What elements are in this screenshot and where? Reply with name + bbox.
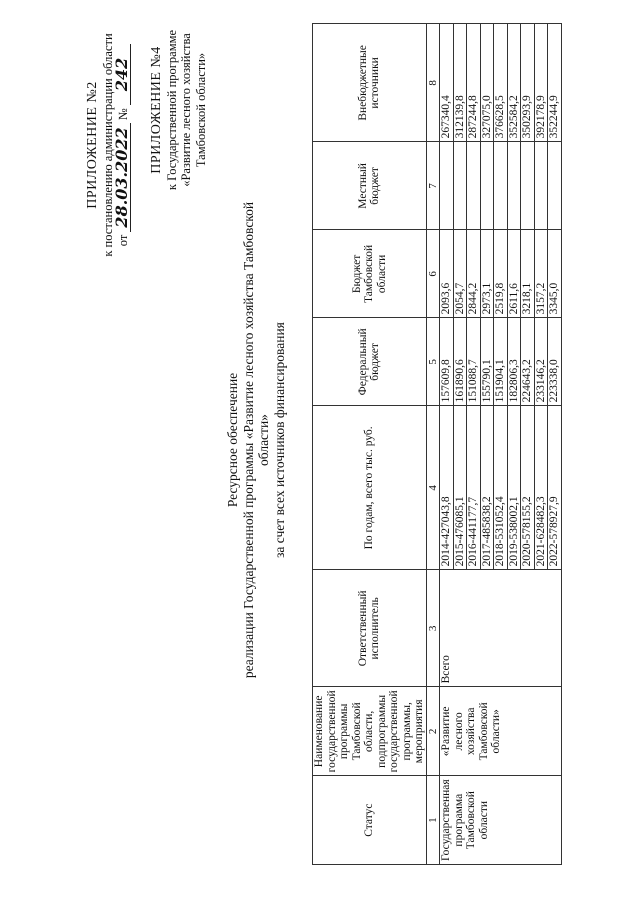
local-cell [521,142,535,230]
local-cell [440,142,454,230]
extra-cell: 350293,9 [521,24,535,142]
regional-cell: 2611,6 [507,230,521,318]
year-total-cell: 2022-578927,9 [548,406,562,570]
extra-cell: 287244,8 [467,24,481,142]
year-total-cell: 2019-538002,1 [507,406,521,570]
federal-cell: 224643,2 [521,318,535,406]
regional-cell: 3218,1 [521,230,535,318]
regional-cell: 2973,1 [480,230,494,318]
extra-cell: 352584,2 [507,24,521,142]
col-number: 1 [426,776,440,865]
year-total-cell: 2021-628482,3 [534,406,548,570]
col-number: 6 [426,230,440,318]
federal-cell: 155790,1 [480,318,494,406]
regional-cell: 2093,6 [440,230,454,318]
federal-cell: 151088,7 [467,318,481,406]
header-total: По годам, всего тыс. руб. [313,406,427,570]
executor-cell: Всего [440,570,562,687]
header-local: Местный бюджет [313,142,427,230]
extra-cell: 392178,9 [534,24,548,142]
col-number: 3 [426,570,440,687]
extra-cell: 352244,9 [548,24,562,142]
annex-4-title: ПРИЛОЖЕНИЕ №4 [149,46,164,174]
extra-cell: 376628,5 [494,24,508,142]
annex-2-title: ПРИЛОЖЕНИЕ №2 [85,81,100,209]
local-cell [467,142,481,230]
annex-4-line2: «Развитие лесного хозяйства [179,33,193,187]
annex-4-header [150,0,208,225]
regional-cell: 2844,2 [467,230,481,318]
year-total-cell: 2014-427043,8 [440,406,454,570]
title-line2: реализации Государственной программы «Развитие лесного хозяйства Тамбовской области» [240,201,271,679]
col-number: 8 [426,24,440,142]
year-total-cell: 2018-531052,4 [494,406,508,570]
year-total-cell: 2017-485838,2 [480,406,494,570]
federal-cell: 157609,8 [440,318,454,406]
col-number: 7 [426,142,440,230]
header-federal: Федеральный бюджет [313,318,427,406]
col-number: 4 [426,406,440,570]
header-extra: Внебюджетные источники [313,24,427,142]
federal-cell: 151904,1 [494,318,508,406]
year-total-cell: 2015-476085,1 [453,406,467,570]
year-total-cell: 2016-441177,7 [467,406,481,570]
regional-cell: 2519,8 [494,230,508,318]
extra-cell: 312139,8 [453,24,467,142]
year-total-cell: 2020-578155,2 [521,406,535,570]
regional-cell: 3345,0 [548,230,562,318]
annex-4-line1: к Государственной программе [164,29,179,191]
federal-cell: 161890,6 [453,318,467,406]
annex-2-line: к постановлению администрации области [100,33,115,257]
annex-2-date-line [112,5,131,285]
header-executor: Ответственный исполнитель [313,570,427,687]
federal-cell: 223338,0 [548,318,562,406]
federal-cell: 182806,3 [507,318,521,406]
federal-cell: 233146,2 [534,318,548,406]
local-cell [548,142,562,230]
handwritten-number: 242 [115,44,131,105]
program-name-cell: «Развитие лесного хозяйства Тамбовской области» [440,687,562,776]
annex-4-line3: Тамбовской области» [193,52,208,168]
local-cell [494,142,508,230]
extra-cell: 327075,0 [480,24,494,142]
extra-cell: 267340,4 [440,24,454,142]
title-line3: за счет всех источников финансирования [271,322,287,558]
number-prefix: № [116,108,130,121]
local-cell [534,142,548,230]
annex-2-header [86,5,131,285]
title-line1: Ресурсное обеспечение [225,372,240,508]
local-cell [507,142,521,230]
local-cell [453,142,467,230]
header-name: Наименование государственной программы Тамбовской области, подпрограммы государственной программы, мероприятия [313,687,427,776]
status-cell: Государственная программа Тамбовской области [440,776,562,865]
col-number: 2 [426,687,440,776]
resource-table [312,23,562,865]
regional-cell: 2054,7 [453,230,467,318]
table-row [440,24,454,865]
handwritten-date: 28.03.2022 [115,123,131,231]
local-cell [480,142,494,230]
header-regional: Бюджет Тамбовской области [313,230,427,318]
date-prefix: от [116,234,130,247]
col-number: 5 [426,318,440,406]
document-title [225,200,287,680]
header-status: Статус [313,776,427,865]
regional-cell: 3157,2 [534,230,548,318]
